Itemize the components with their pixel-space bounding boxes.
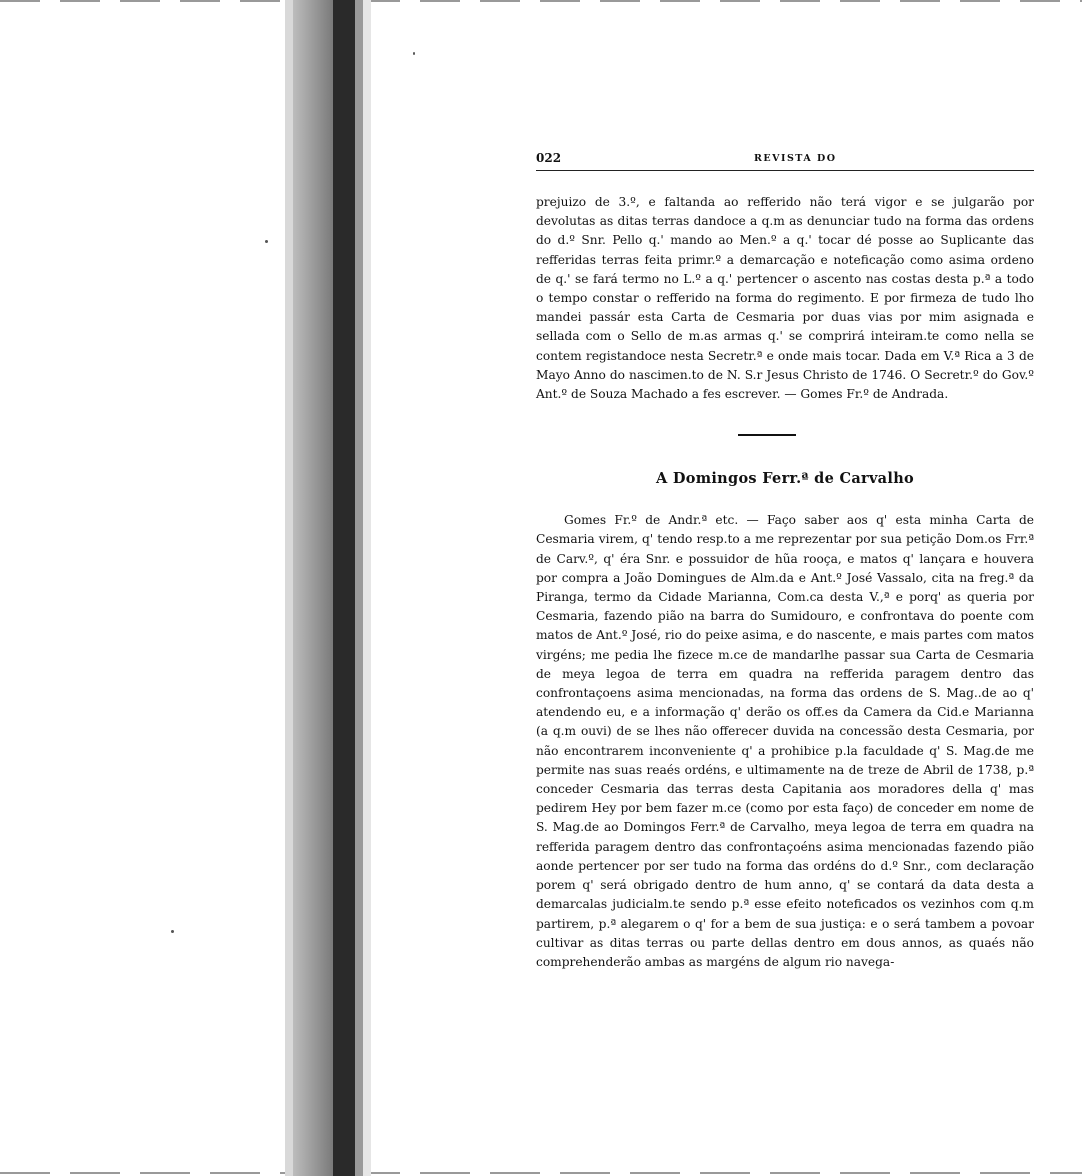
book-gutter-shadow — [293, 0, 333, 1176]
running-header-title: REVISTA DO — [754, 153, 837, 164]
book-gutter-shadow — [363, 0, 371, 1176]
book-gutter-shadow — [355, 0, 363, 1176]
scan-top-edge — [0, 0, 1082, 2]
running-header — [536, 148, 1034, 171]
section-title: A Domingos Ferr.ª de Carvalho — [655, 470, 915, 488]
book-spine-dark — [333, 0, 355, 1176]
book-page — [536, 148, 1034, 972]
body-paragraph: prejuizo de 3.º, e faltanda ao refferido não terá vigor e se julgarão por devolutas as ditas terras dandoce a q.m as denunciar tudo na forma das ordens do d.º Snr. Pello q.' mando ao Men.º a q.' tocar dé posse ao Suplicante das refferidas terras feita primr.º a demarcação e noteficação como asima ordeno de q.' se fará termo no L.º a q.' pertencer o ascento nas costas desta p.ª a todo o tempo constar o refferido na forma do regimento. E por firmeza de tudo lho mandei passár esta Carta de Cesmaria por duas vias por mim asignada e sellada com o Sello de m.as armas q.' se comprirá inteiram.te como nella se contem registandoce nesta Secretr.ª e onde mais tocar. Dada em V.ª Rica a 3 de Mayo Anno do nascimen.to de N. S.r Jesus Christo de 1746. O Secretr.º do Gov.º Ant.º de Souza Machado a fes escrever. — Gomes Fr.º de Andrada. — [536, 195, 1034, 402]
scan-speck — [413, 52, 415, 55]
scan-speck — [265, 240, 268, 243]
body-paragraph: Gomes Fr.º de Andr.ª etc. — Faço saber aos q' esta minha Carta de Cesmaria virem, q' tendo resp.to a me reprezentar por sua petição Dom.os Frr.ª de Carv.º, q' éra Snr. e possuidor de hũa rooça, e matos q' lançara e houvera por compra a João Domingues de Alm.da e Ant.º José Vassalo, cita na freg.ª da Piranga, termo da Cidade Marianna, Com.ca desta V.,ª e porq' as queria por Cesmaria, fazendo pião na barra do Sumidouro, e confrontava do poente com matos de Ant.º José, rio do peixe asima, e do nascente, e mais partes com matos virgéns; me pedia lhe fizece m.ce de mandarlhe passar sua Carta de Cesmaria de meya legoa de terra em quadra na refferida paragem dentro das confrontaçoens asima mencionadas, na forma das ordens de S. Mag..de ao q' atendendo eu, e a informação q' derão os off.es da Camera da Cid.e Marianna (a q.m ouvi) de se lhes não offerecer duvida na concessão desta Cesmaria, por não encontrarem inconveniente q' a prohibice p.la faculdade q' S. Mag.de me permite nas suas reaés ordéns, e ultimamente na de treze de Abril de 1738, p.ª conceder Cesmaria das terras desta Capitania aos moradores della q' mas pedirem Hey por bem fazer m.ce (como por esta faço) de conceder em nome de S. Mag.de ao Domingos Ferr.ª de Carvalho, meya legoa de terra em quadra na refferida paragem dentro das confrontaçoéns asima mencionadas fazendo pião aonde pertencer por ser tudo na forma das ordéns do d.º Snr., com declaração porem q' será obrigado dentro de hum anno, q' se contará da data desta a demarcalas judicialm.te sendo p.ª esse efeito noteficados os vezinhos com q.m partirem, p.ª alegarem o q' for a bem de sua justiça: e o será tambem a povoar cultivar as ditas terras ou parte dellas dentro em dous annos, as quaés não comprehenderão ambas as margéns de algum rio navega- — [536, 513, 1034, 969]
scan-bottom-edge — [0, 1172, 1082, 1174]
book-gutter-shadow — [285, 0, 293, 1176]
section-separator — [738, 434, 796, 436]
scan-speck — [171, 930, 174, 933]
page-number: 022 — [536, 151, 562, 165]
